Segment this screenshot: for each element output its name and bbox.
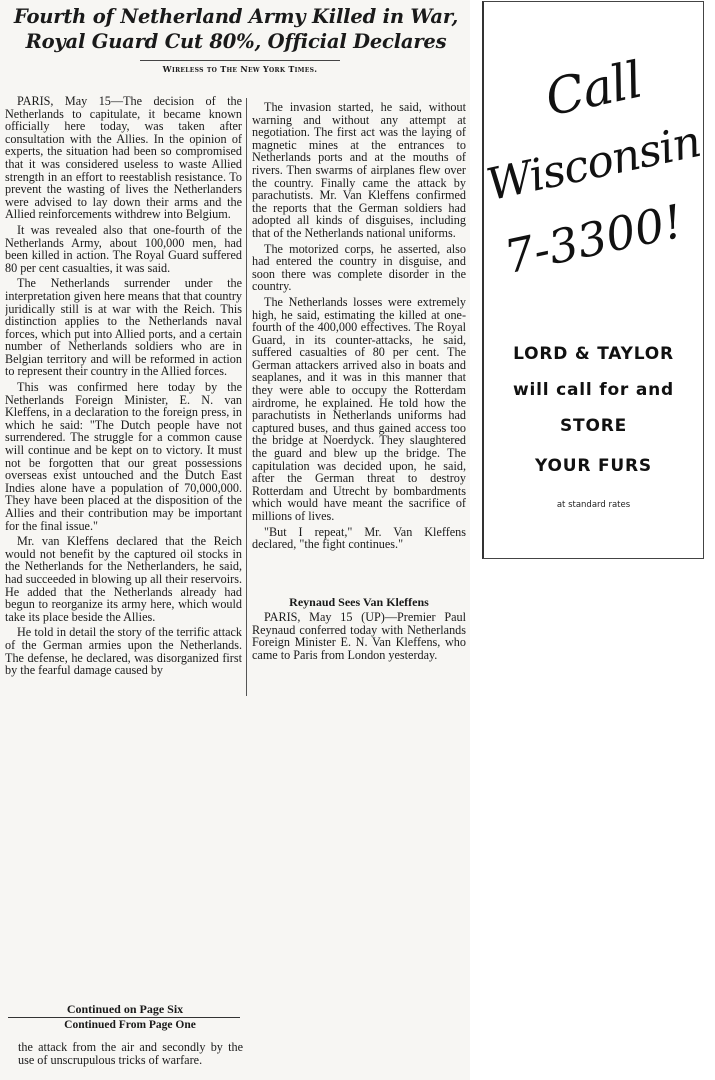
ad-fine-print: at standard rates: [556, 500, 631, 510]
paragraph: The motorized corps, he asserted, also had entered the country in disguise, and soon there was complete disorder in the country.: [252, 241, 466, 294]
subheadline: Reynaud Sees Van Kleffens: [289, 595, 429, 609]
headline-line-2: Royal Guard Cut 80%, Official Declares: [25, 30, 447, 53]
continued-from-label: Continued From Page One: [64, 1019, 196, 1031]
paragraph: PARIS, May 15—The decision of the Netherlands to capitulate, it became known officially here today, was taken after consultation with the Allies. In the opinion of experts, the situation had been so compromised that it was considered useless to waste Allied strength in an effort to reestablish resistance. To prevent the wasting of lives the Netherlanders were advised to lay down their arms and the Allied reinforcements withdrew into Belgium.: [5, 95, 242, 222]
ad-script-call: Call: [540, 50, 647, 128]
headline-line-1: Fourth of Netherland Army Killed in War,: [13, 5, 459, 28]
article-headline: [6, 4, 466, 54]
advertisement-box: [482, 1, 704, 559]
ad-script-wisconsin: Wisconsin: [482, 116, 705, 211]
paragraph: He told in detail the story of the terrific attack of the German armies upon the Netherlands. The defense, he declared, was disorganized first by the fearful damage caused by: [5, 625, 242, 678]
ad-line-2: will call for and: [513, 380, 674, 400]
article-column-2-sub: [252, 611, 466, 691]
paragraph: The Netherlands losses were extremely high, he said, estimating the killed at one-fourth of the 400,000 effectives. The Royal Guard, in its counter-attacks, he said, suffered casualties of 80 per cent. The German attackers arrived also in boats and seaplanes, and it was in this manner that they were able to occupy the Rotterdam airdrome, he explained. He told how the parachutists in Netherlands uniforms had captured buses, and thus gained access too the bridge at Noerdyck. They slaughtered the guard and blew up the bridge. The capitulation was decided upon, he said, after the German threat to destroy Rotterdam and Utrecht by bombardments which would have meant the sacrifice of millions of lives.: [252, 294, 466, 523]
article-column-2: [252, 101, 466, 591]
article-jump-text: [18, 1041, 243, 1079]
byline: Wireless to The New York Times.: [162, 64, 318, 74]
paragraph: This was confirmed here today by the Netherlands Foreign Minister, E. N. van Kleffens, in a declaration to the foreign press, in which he said: "The Dutch people have not surrendered. The struggle for a common cause will continue and be kept on to victory. It must not be forgotten that our great possessions overseas exist untouched and the Dutch East Indies alone have a population of 70,000,000. They have been placed at the disposition of the Allies and their contribution may be important for the final issue.": [5, 380, 242, 533]
jump-rule: [8, 1017, 240, 1018]
column-rule: [246, 98, 247, 696]
paragraph: The Netherlands surrender under the interpretation given here means that that country juridically still is at war with the Reich. This distinction applies to the Netherlands naval forces, which put into Allied ports, and a certain number of Netherlands soldiers who are in Belgian territory and will be reformed in action to represent their country in the Allied forces.: [5, 276, 242, 379]
paragraph: The invasion started, he said, without warning and without any attempt at negotiation. The first act was the laying of magnetic mines at the entrances to Netherlands ports and at the mouths of rivers. Then swarms of airplanes flew over the country. Finally came the attack by parachutists. Mr. Van Kleffens confirmed the reports that the German soldiers had adopted all kinds of disguises, including that of the Netherlands national uniforms.: [252, 101, 466, 240]
continued-on-label: Continued on Page Six: [66, 1002, 184, 1016]
article-column-1: [5, 95, 242, 1000]
paragraph: It was revealed also that one-fourth of the Netherlands Army, about 100,000 men, had been killed in action. The Royal Guard suffered 80 per cent casualties, it was said.: [5, 222, 242, 275]
ad-line-3: STORE: [560, 416, 627, 436]
ad-store-name: LORD & TAYLOR: [513, 344, 674, 364]
paragraph: PARIS, May 15 (UP)—Premier Paul Reynaud conferred today with Netherlands Foreign Minister E. N. Van Kleffens, who came to Paris from London yesterday.: [252, 611, 466, 662]
paragraph: "But I repeat," Mr. Van Kleffens declared, "the fight continues.": [252, 524, 466, 552]
ad-line-4: YOUR FURS: [535, 456, 652, 476]
paragraph: Mr. van Kleffens declared that the Reich would not benefit by the captured oil stocks in the Netherlands for the Netherlanders, he said, had succeeded in blowing up all their reservoirs. He added that the Netherlands already had begun to reorganize its army here, which would take its place beside the Allies.: [5, 534, 242, 624]
headline-rule: [140, 60, 340, 61]
ad-script-phone: 7-3300!: [499, 193, 688, 285]
paragraph: the attack from the air and secondly by the use of unscrupulous tricks of warfare.: [18, 1041, 243, 1067]
